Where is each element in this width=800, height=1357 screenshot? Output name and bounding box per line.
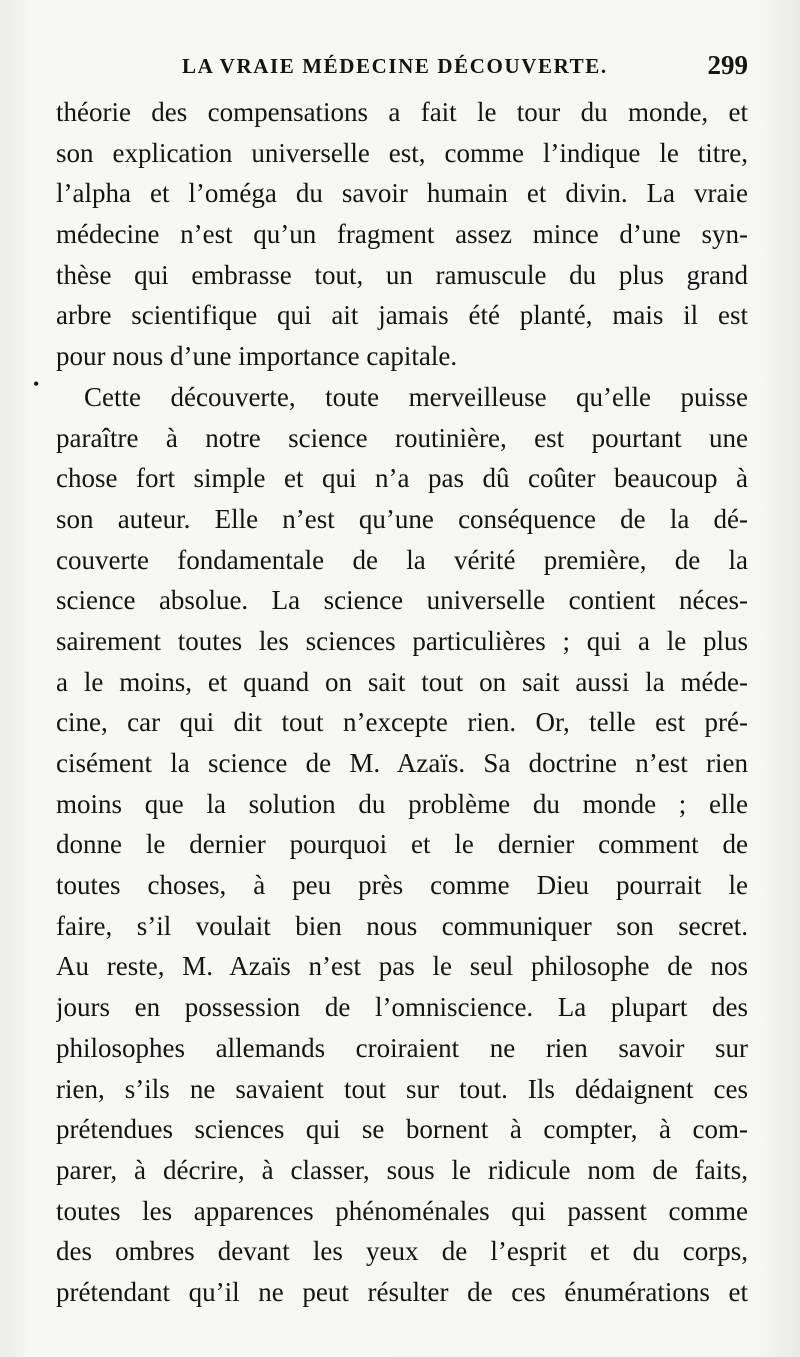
text-line: science absolue. La science universelle contient néces- (56, 585, 748, 616)
text-line: cisément la science de M. Azaïs. Sa doctrine n’est rien (56, 748, 748, 778)
text-line: son explication universelle est, comme l’indique le titre, (56, 137, 748, 168)
running-head (56, 50, 750, 86)
body-text (56, 92, 748, 1313)
margin-mark: • (33, 374, 40, 394)
text-line: l’alpha et l’oméga du savoir humain et divin. La vraie (56, 178, 748, 209)
text-line: donne le dernier pourquoi et le dernier comment de (56, 829, 748, 860)
text-line: chose fort simple et qui n’a pas dû coûter beaucoup à (56, 463, 748, 494)
running-head-title: LA VRAIE MÉDECINE DÉCOUVERTE. (182, 54, 608, 78)
text-line: parer, à décrire, à classer, sous le ridicule nom de faits, (56, 1154, 748, 1185)
text-line: toutes les apparences phénoménales qui passent comme (56, 1195, 748, 1226)
text-line: philosophes allemands croiraient ne rien savoir sur (56, 1032, 748, 1063)
text-line: sairement toutes les sciences particulières ; qui a le plus (56, 625, 748, 656)
text-line: paraître à notre science routinière, est pourtant une (56, 422, 748, 453)
text-line: thèse qui embrasse tout, un ramuscule du plus grand (56, 259, 748, 290)
text-line: prétendues sciences qui se bornent à compter, à com- (56, 1114, 748, 1145)
text-line: a le moins, et quand on sait tout on sait aussi la méde- (56, 666, 748, 697)
text-line: faire, s’il voulait bien nous communiquer son secret. (56, 910, 748, 941)
text-line: son auteur. Elle n’est qu’une conséquence de la dé- (56, 503, 748, 534)
text-line: moins que la solution du problème du monde ; elle (56, 788, 748, 819)
text-line: pour nous d’une importance capitale. (56, 341, 458, 372)
text-line: prétendant qu’il ne peut résulter de ces énumérations et (56, 1276, 748, 1307)
text-line: théorie des compensations a fait le tour du monde, et (56, 97, 748, 127)
text-line: Cette découverte, toute merveilleuse qu’elle puisse (84, 381, 748, 412)
text-line: toutes choses, à peu près comme Dieu pourrait le (56, 870, 748, 901)
text-line: jours en possession de l’omniscience. La plupart des (56, 992, 748, 1023)
text-line: médecine n’est qu’un fragment assez mince d’une syn- (56, 219, 748, 250)
text-line: Au reste, M. Azaïs n’est pas le seul philosophe de nos (56, 951, 748, 982)
text-line: rien, s’ils ne savaient tout sur tout. Ils dédaignent ces (56, 1073, 748, 1104)
text-line: cine, car qui dit tout n’excepte rien. Or, telle est pré- (56, 707, 748, 738)
page-number: 299 (707, 50, 748, 80)
text-line: arbre scientifique qui ait jamais été planté, mais il est (56, 300, 748, 331)
text-line: couverte fondamentale de la vérité première, de la (56, 544, 748, 575)
text-line: des ombres devant les yeux de l’esprit et du corps, (56, 1236, 748, 1267)
